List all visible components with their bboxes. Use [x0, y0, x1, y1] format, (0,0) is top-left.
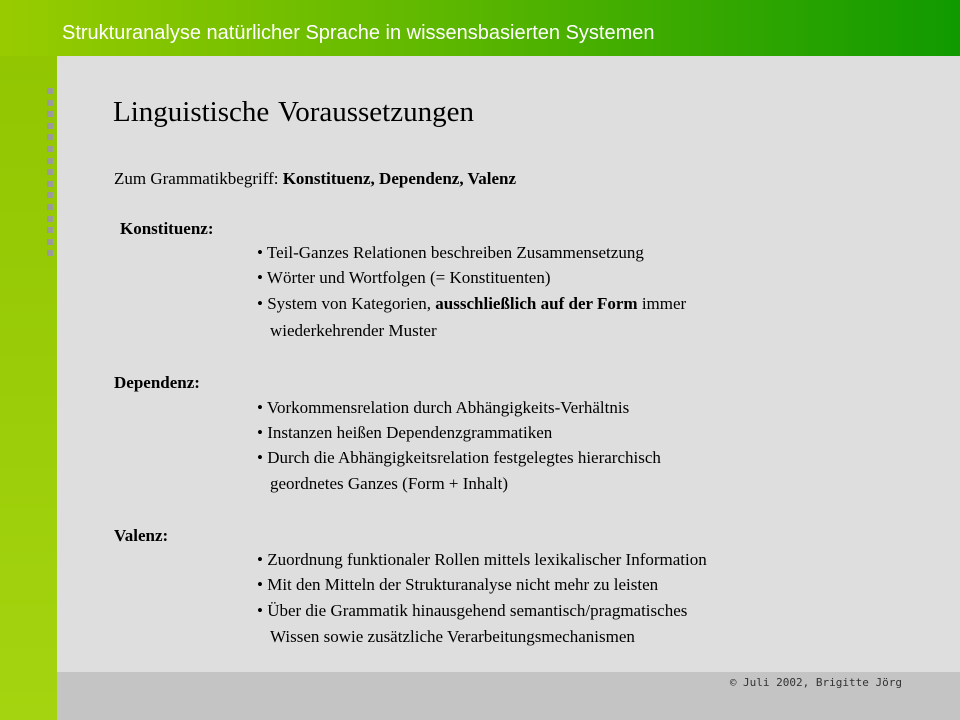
dot: [47, 88, 53, 94]
dot: [47, 146, 53, 152]
intro-prefix: Zum Grammatikbegriff:: [114, 169, 283, 188]
dot: [47, 192, 53, 198]
copyright-notice: © Juli 2002, Brigitte Jörg: [729, 676, 902, 689]
bullet-item: • Zuordnung funktionaler Rollen mittels lexikalischer Information: [257, 550, 707, 569]
section-heading-text: Konstituenz:: [120, 219, 214, 238]
bullet-continuation: Wissen sowie zusätzliche Verarbeitungsmechanismen: [270, 627, 635, 646]
bullet-text: • System von Kategorien,: [257, 294, 436, 313]
dot: [47, 227, 53, 233]
dot: [47, 100, 53, 106]
dot: [47, 181, 53, 187]
section-heading-dependenz: [114, 372, 200, 394]
bullet-item: • Mit den Mitteln der Strukturanalyse nicht mehr zu leisten: [257, 575, 659, 594]
dot: [47, 111, 53, 117]
section-heading-text: Valenz:: [114, 526, 169, 545]
dot: [47, 250, 53, 256]
bullet-item: • Durch die Abhängigkeitsrelation festgelegtes hierarchisch: [257, 448, 661, 467]
bullet-item: • Teil-Ganzes Relationen beschreiben Zusammensetzung: [257, 243, 644, 262]
bullet-item: • Wörter und Wortfolgen (= Konstituenten): [257, 268, 551, 287]
dot: [47, 204, 53, 210]
intro-line: [114, 168, 516, 190]
bullet-item: • Über die Grammatik hinausgehend semantisch/pragmatisches: [257, 601, 688, 620]
dot: [47, 134, 53, 140]
dot: [47, 158, 53, 164]
intro-terms: Konstituenz, Dependenz, Valenz: [282, 169, 516, 188]
dot: [47, 239, 53, 245]
slide-title: Linguistische Voraussetzungen: [113, 96, 474, 128]
decorative-dots: [47, 88, 55, 262]
bullet-item: • Vorkommensrelation durch Abhängigkeits-Verhältnis: [257, 398, 630, 417]
header-title: Strukturanalyse natürlicher Sprache in wissensbasierten Systemen: [62, 22, 655, 44]
dot: [47, 169, 53, 175]
section-heading-konstituenz: [120, 218, 214, 240]
dot: [47, 123, 53, 129]
bullet-text: immer: [637, 294, 687, 313]
section-heading-valenz: [114, 525, 168, 547]
bullet-item: • Instanzen heißen Dependenzgrammatiken: [257, 423, 553, 442]
section-heading-text: Dependenz:: [114, 373, 200, 392]
bullet-bold-text: ausschließlich auf der Form: [435, 294, 638, 313]
bullet-continuation: wiederkehrender Muster: [270, 321, 437, 340]
dot: [47, 216, 53, 222]
bullet-continuation: geordnetes Ganzes (Form + Inhalt): [270, 474, 509, 493]
bullet-item: [257, 293, 686, 315]
